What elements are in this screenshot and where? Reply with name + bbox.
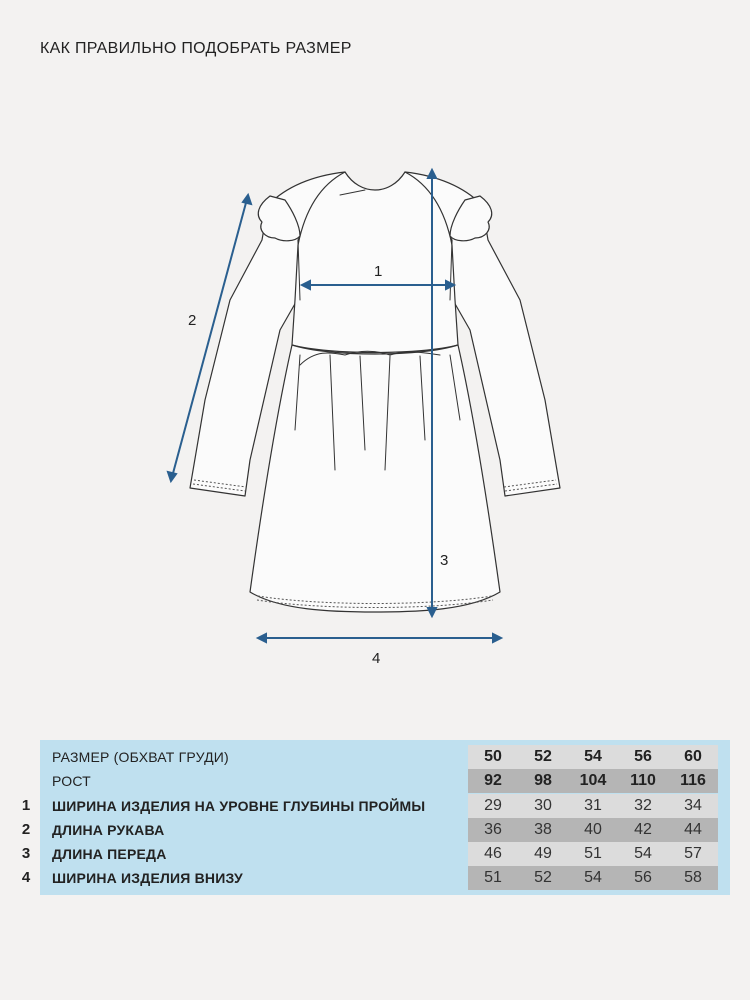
row-label: РОСТ	[52, 773, 91, 789]
row-values	[468, 866, 718, 890]
table-cell: 31	[584, 797, 602, 814]
row-label: ШИРИНА ИЗДЕЛИЯ ВНИЗУ	[52, 870, 243, 886]
table-cell: 92	[484, 772, 502, 789]
row-number: 2	[21, 821, 31, 838]
table-cell: 34	[684, 797, 702, 814]
table-cell: 51	[584, 845, 602, 862]
table-cell: 44	[684, 821, 702, 838]
table-cell: 46	[484, 845, 502, 862]
row-label: ШИРИНА ИЗДЕЛИЯ НА УРОВНЕ ГЛУБИНЫ ПРОЙМЫ	[52, 798, 426, 814]
table-cell: 50	[484, 748, 502, 765]
size-table	[21, 740, 730, 895]
dress-skirt	[250, 345, 500, 612]
table-cell: 32	[634, 797, 652, 814]
table-cell: 54	[634, 845, 652, 862]
row-number: 3	[21, 845, 31, 862]
table-cell: 29	[484, 797, 502, 814]
row-values	[468, 818, 718, 842]
height-row	[40, 769, 730, 793]
table-cell: 36	[484, 821, 502, 838]
row-number: 1	[21, 797, 31, 814]
row-number: 4	[21, 869, 31, 886]
table-cell: 54	[584, 869, 602, 886]
page-title: КАК ПРАВИЛЬНО ПОДОБРАТЬ РАЗМЕР	[40, 40, 352, 57]
table-cell: 60	[684, 748, 702, 765]
table-cell: 40	[584, 821, 602, 838]
measure-label-2: 2	[188, 312, 197, 329]
table-cell: 38	[534, 821, 552, 838]
table-cell: 98	[534, 772, 552, 789]
table-cell: 52	[534, 869, 552, 886]
table-row	[21, 818, 730, 842]
table-row	[21, 842, 730, 866]
row-label: ДЛИНА РУКАВА	[52, 822, 165, 838]
table-cell: 51	[484, 869, 502, 886]
table-cell: 57	[684, 845, 702, 862]
table-cell: 104	[579, 772, 607, 789]
table-row	[21, 794, 730, 818]
table-cell: 56	[634, 748, 652, 765]
table-cell: 30	[534, 797, 552, 814]
table-cell: 54	[584, 748, 602, 765]
table-cell: 56	[634, 869, 652, 886]
table-cell: 58	[684, 869, 702, 886]
table-cell: 49	[534, 845, 552, 862]
measure-label-4: 4	[372, 650, 381, 667]
table-cell: 52	[534, 748, 552, 765]
measure-label-1: 1	[374, 263, 383, 280]
table-cell: 116	[680, 772, 706, 789]
row-label: РАЗМЕР (ОБХВАТ ГРУДИ)	[52, 749, 229, 765]
measure-label-3: 3	[440, 552, 449, 569]
table-row	[21, 866, 730, 890]
row-values	[468, 842, 718, 866]
height-values	[468, 769, 718, 793]
table-cell: 42	[634, 821, 652, 838]
row-values	[468, 794, 718, 818]
table-cell: 110	[630, 772, 656, 789]
row-label: ДЛИНА ПЕРЕДА	[52, 846, 167, 862]
size-row	[40, 745, 730, 769]
size-values	[468, 745, 718, 769]
